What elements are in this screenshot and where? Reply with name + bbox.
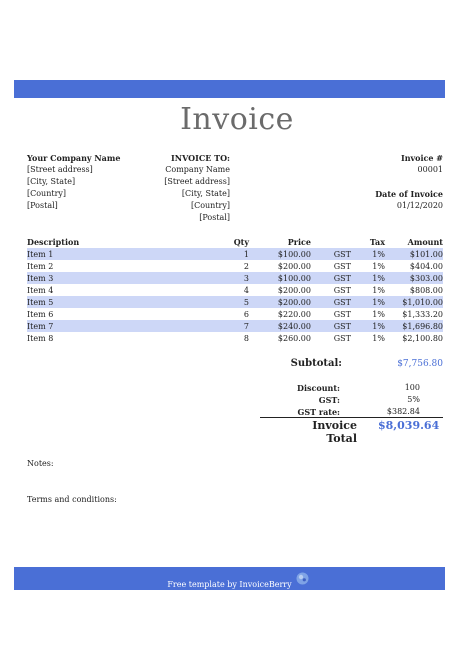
header-amount: Amount <box>407 237 443 247</box>
footer-credit[interactable]: Free template by InvoiceBerry <box>167 580 292 589</box>
header-tax: Tax <box>369 237 385 247</box>
company-postal: [Postal] <box>27 201 58 210</box>
totals-labels <box>280 382 340 418</box>
cell-description: Item 3 <box>27 272 197 284</box>
cell-gst: GST <box>311 332 351 344</box>
cell-price: $100.00 <box>249 272 311 284</box>
cell-tax: 1% <box>351 284 385 296</box>
terms-label: Terms and conditions: <box>27 495 117 504</box>
table-row <box>27 272 443 284</box>
cell-qty: 1 <box>197 248 249 260</box>
cell-amount: $303.00 <box>385 272 443 284</box>
cell-qty: 5 <box>197 296 249 308</box>
company-street: [Street address] <box>27 165 93 174</box>
bill-to-company: Company Name <box>165 165 230 174</box>
bill-to-postal: [Postal] <box>199 213 230 222</box>
cell-amount: $404.00 <box>385 260 443 272</box>
cell-description: Item 8 <box>27 332 197 344</box>
subtotal-value: $7,756.80 <box>397 359 443 369</box>
gst-value: 5% <box>407 395 420 404</box>
invoice-number: 00001 <box>417 165 443 174</box>
invoiceberry-logo-icon <box>296 572 309 585</box>
gst-label: GST: <box>318 395 340 405</box>
table-row <box>27 296 443 308</box>
cell-gst: GST <box>311 272 351 284</box>
cell-amount: $1,333.20 <box>385 308 443 320</box>
table-row <box>27 308 443 320</box>
invoice-total-label: Invoice Total <box>312 419 357 445</box>
cell-tax: 1% <box>351 296 385 308</box>
header-price: Price <box>287 237 311 247</box>
cell-tax: 1% <box>351 260 385 272</box>
cell-qty: 6 <box>197 308 249 320</box>
company-block <box>27 152 120 212</box>
header-description: Description <box>27 237 80 247</box>
cell-tax: 1% <box>351 320 385 332</box>
header-bar <box>14 80 445 98</box>
header-qty: Qty <box>233 237 249 247</box>
table-row <box>27 284 443 296</box>
cell-description: Item 4 <box>27 284 197 296</box>
line-items-table <box>27 236 443 344</box>
cell-gst: GST <box>311 284 351 296</box>
page-title: Invoice <box>180 102 294 137</box>
subtotal-label: Subtotal: <box>290 358 342 369</box>
notes-label: Notes: <box>27 459 54 468</box>
gst-rate-label: GST rate: <box>297 407 340 417</box>
table-header-row <box>27 236 443 248</box>
cell-amount: $808.00 <box>385 284 443 296</box>
totals-values <box>380 382 420 418</box>
discount-label: Discount: <box>297 383 340 393</box>
gst-rate-value: $382.84 <box>386 407 420 416</box>
cell-tax: 1% <box>351 332 385 344</box>
invoice-number-label: Invoice # <box>400 153 443 163</box>
header-gst <box>311 236 351 248</box>
invoice-meta-block <box>350 152 443 212</box>
bill-to-heading: INVOICE TO: <box>171 153 230 163</box>
cell-gst: GST <box>311 296 351 308</box>
cell-gst: GST <box>311 320 351 332</box>
footer-bar <box>14 567 445 590</box>
invoice-total-value: $8,039.64 <box>378 419 440 432</box>
cell-gst: GST <box>311 308 351 320</box>
cell-qty: 2 <box>197 260 249 272</box>
cell-description: Item 5 <box>27 296 197 308</box>
table-row <box>27 320 443 332</box>
bill-to-city: [City, State] <box>181 189 230 198</box>
cell-qty: 8 <box>197 332 249 344</box>
cell-price: $200.00 <box>249 284 311 296</box>
cell-price: $260.00 <box>249 332 311 344</box>
cell-description: Item 6 <box>27 308 197 320</box>
cell-qty: 7 <box>197 320 249 332</box>
cell-price: $200.00 <box>249 296 311 308</box>
cell-description: Item 7 <box>27 320 197 332</box>
cell-price: $220.00 <box>249 308 311 320</box>
cell-tax: 1% <box>351 308 385 320</box>
cell-price: $240.00 <box>249 320 311 332</box>
cell-description: Item 2 <box>27 260 197 272</box>
company-country: [Country] <box>27 189 67 198</box>
invoice-date: 01/12/2020 <box>396 201 443 210</box>
cell-tax: 1% <box>351 272 385 284</box>
cell-price: $200.00 <box>249 260 311 272</box>
bill-to-block <box>160 152 230 224</box>
bill-to-street: [Street address] <box>164 177 230 186</box>
cell-qty: 3 <box>197 272 249 284</box>
table-row <box>27 248 443 260</box>
cell-tax: 1% <box>351 248 385 260</box>
cell-qty: 4 <box>197 284 249 296</box>
cell-gst: GST <box>311 248 351 260</box>
cell-gst: GST <box>311 260 351 272</box>
cell-description: Item 1 <box>27 248 197 260</box>
cell-amount: $101.00 <box>385 248 443 260</box>
company-name: Your Company Name <box>27 153 121 163</box>
company-city: [City, State] <box>27 177 76 186</box>
invoice-date-label: Date of Invoice <box>375 189 443 199</box>
table-row <box>27 332 443 344</box>
cell-price: $100.00 <box>249 248 311 260</box>
table-row <box>27 260 443 272</box>
cell-amount: $2,100.80 <box>385 332 443 344</box>
cell-amount: $1,696.80 <box>385 320 443 332</box>
total-divider <box>260 417 443 418</box>
cell-amount: $1,010.00 <box>385 296 443 308</box>
discount-value: 100 <box>404 383 420 392</box>
bill-to-country: [Country] <box>190 201 230 210</box>
